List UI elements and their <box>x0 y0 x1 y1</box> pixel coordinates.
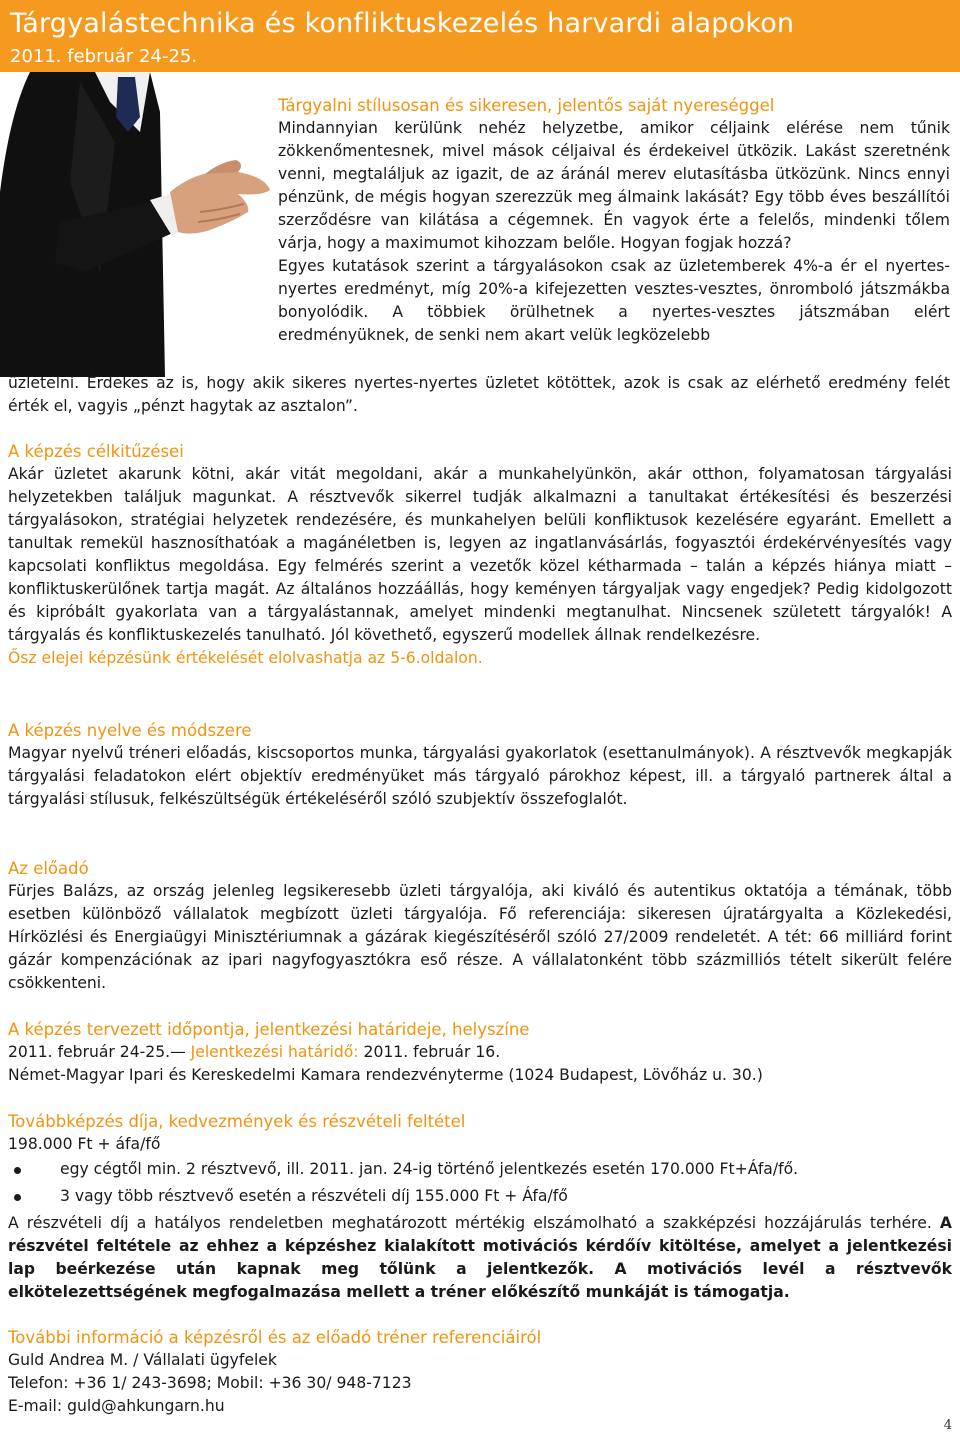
contact-phone: Telefon: +36 1/ 243-3698; Mobil: +36 30/ 948-7123 <box>8 1374 412 1392</box>
contact-name: Guld Andrea M. / Vállalati ügyfelek <box>8 1351 277 1369</box>
intro-paragraph-1: Mindannyian kerülünk nehéz helyzetbe, amikor céljaink elérése nem tűnik zökkenőmentesnek, mivel mások céljaival és érdekeivel ütközik. Lakást szeretnénk venni, megtaláljuk az igazit, de az áránál merev elutasításba ütközünk. Nincs ennyi pénzünk, de mégis hogyan szerezzük meg álmaink lakását? Egy több éves beszállítói szerződésre van kilátása a cégemnek. Én vagyok érte a felelős, mindenki tőlem várja, hogy a maximumot kihozzam belőle. Hogyan fogjak hozzá? <box>278 119 950 252</box>
schedule-dates <box>8 1041 952 1064</box>
list-item: egy cégtől min. 2 résztvevő, ill. 2011. jan. 24-ig történő jelentkezés esetén 170.000 Ft+Áfa/fő. <box>8 1158 952 1181</box>
presenter-section <box>8 857 952 995</box>
fee-note: A részvételi díj a hatályos rendeletben meghatározott mértékig elszámolható a szakképzési hozzájárulás terhére. A részvétel feltétele az ehhez a képzéshez kialakított motivációs kérdőív kitöltése, amelyet a jelentkezési lap beérkezése után kapnak meg tőlünk a jelentkezők. A motivációs levél a résztvevők elkötelezettségének megfogalmazása mellett a tréner előkészítő munkáját is támogatja. <box>8 1214 952 1301</box>
title-banner <box>0 0 960 72</box>
banner-date: 2011. február 24-25. <box>10 46 198 67</box>
participation-condition: A részvétel feltétele az ehhez a képzéshez kialakított motivációs kérdőív kitöltése, amelyet a jelentkezési lap beérkezése után kapnak meg tőlünk a jelentkezők. A motivációs levél a résztvevők elkötelezettségének megfogalmazása mellett a tréner előkészítő munkáját is támogatja. <box>8 1214 952 1301</box>
bullet-icon <box>14 1167 21 1174</box>
page-number: 4 <box>943 1418 952 1433</box>
intro-heading: Tárgyalni stílusosan és sikeresen, jelentős saját nyereséggel <box>278 96 775 115</box>
contact-email[interactable]: E-mail: guld@ahkungarn.hu <box>8 1397 225 1415</box>
venue: Német-Magyar Ipari és Kereskedelmi Kamara rendezvényterme (1024 Budapest, Lövőház u. 30.) <box>8 1066 763 1084</box>
language-heading: A képzés nyelve és módszere <box>8 721 252 740</box>
base-fee: 198.000 Ft + áfa/fő <box>8 1135 161 1153</box>
goals-heading: A képzés célkitűzései <box>8 442 184 461</box>
handshake-photo <box>0 72 278 377</box>
fee-section <box>8 1110 952 1304</box>
bullet-icon <box>14 1194 21 1201</box>
evaluation-link[interactable]: Ősz elejei képzésünk értékelését elolvashatja az 5-6.oldalon. <box>8 649 483 667</box>
goals-body: Akár üzletet akarunk kötni, akár vitát megoldani, akár a munkahelyünkön, akár otthon, folyamatosan tárgyalási helyzetekben találjuk magunkat. A résztvevők sikerrel tudják alkalmazni a tanultakat értékesítési és beszerzési tárgyalásokon, stratégiai helyzetek rendezésére, és munkahelyen belüli konfliktusok kezelésére egyaránt. Emellett a tanultak remekül hasznosíthatóak a magánéletben is, legyen az ingatlanvásárlás, fogyasztói érdekérvényesítés vagy kapcsolati konfliktus megoldása. Egy felmérés szerint a vezetők közel kétharmada – talán a képzés hiánya miatt – konfliktuskerülőnek tartja magát. Az általános hozzáállás, hogy keményen tárgyaljak vagy engedjek? Pedig kidolgozott és kipróbált gyakorlata van a tárgyalástannak, amelyet mindenki megtanulhat. Nincsenek született tárgyalók! A tárgyalás és konfliktuskezelés tanulható. Jól követhető, egyszerű modellek állnak rendelkezésre. <box>8 465 952 644</box>
deadline-date: 2011. február 16. <box>363 1043 501 1061</box>
deadline-label: Jelentkezési határidő: <box>190 1043 359 1061</box>
intro-paragraph-2: Egyes kutatások szerint a tárgyalásokon csak az üzletemberek 4%-a ér el nyertes-nyertes eredményt, míg 20%-a kifejezetten vesztes-vesztes, önromboló játszmákba bonyolódik. A többiek örülhetnek a nyertes-vesztes játszmában elért eredményüknek, de senki nem akart velük legközelebb <box>278 257 950 344</box>
language-body: Magyar nyelvű tréneri előadás, kiscsoportos munka, tárgyalási gyakorlatok (esettanulmányok). A résztvevők megkapják tárgyalási feladatokon elért objektív eredményüket más tárgyaló párokhoz képest, ill. a tárgyaló partnerek által a tárgyalási stílusuk, felkészültségük értékeléséről szóló szubjektív összefoglalót. <box>8 744 952 808</box>
discount-list <box>8 1158 952 1208</box>
fee-heading: Továbbképzés díja, kedvezmények és részvételi feltétel <box>8 1112 466 1131</box>
contact-heading: További információ a képzésről és az előadó tréner referenciáiról <box>8 1328 542 1347</box>
schedule-section <box>8 1018 952 1087</box>
intro-section <box>278 94 950 347</box>
language-section <box>8 719 952 811</box>
presenter-heading: Az előadó <box>8 859 89 878</box>
presenter-body: Fürjes Balázs, az ország jelenleg legsikeresebb üzleti tárgyalója, aki kiváló és autentikus oktatója a témának, több esetben különböző vállalatok megbízott üzleti tárgyalója. Fő referenciája: sikeresen újratárgyalta a Közlekedési, Hírközlési és Energiaügyi Minisztériumnak a gázárak kiegészítéséről szóló 27/2009 rendeletét. A tét: 66 milliárd forint gázár kompenzációnak az ipari nagyfogyasztókra eső része. A vállalatonként több százmilliós tételt sikerült felére csökkenteni. <box>8 882 952 992</box>
dash: — <box>170 1043 186 1061</box>
document-title: Tárgyalástechnika és konfliktuskezelés harvardi alapokon <box>10 8 795 39</box>
list-item: 3 vagy több résztvevő esetén a részvételi díj 155.000 Ft + Áfa/fő <box>8 1185 952 1208</box>
course-date: 2011. február 24-25. <box>8 1043 171 1061</box>
contact-section <box>8 1326 952 1418</box>
intro-paragraph-2-tail: üzletelni. Érdekes az is, hogy akik sikeres nyertes-nyertes üzletet kötöttek, azok is csak az elérhető eredmény felét érték el, vagyis „pénzt hagytak az asztalon”. <box>8 374 950 415</box>
goals-section <box>8 440 952 670</box>
schedule-heading: A képzés tervezett időpontja, jelentkezési határideje, helyszíne <box>8 1020 530 1039</box>
